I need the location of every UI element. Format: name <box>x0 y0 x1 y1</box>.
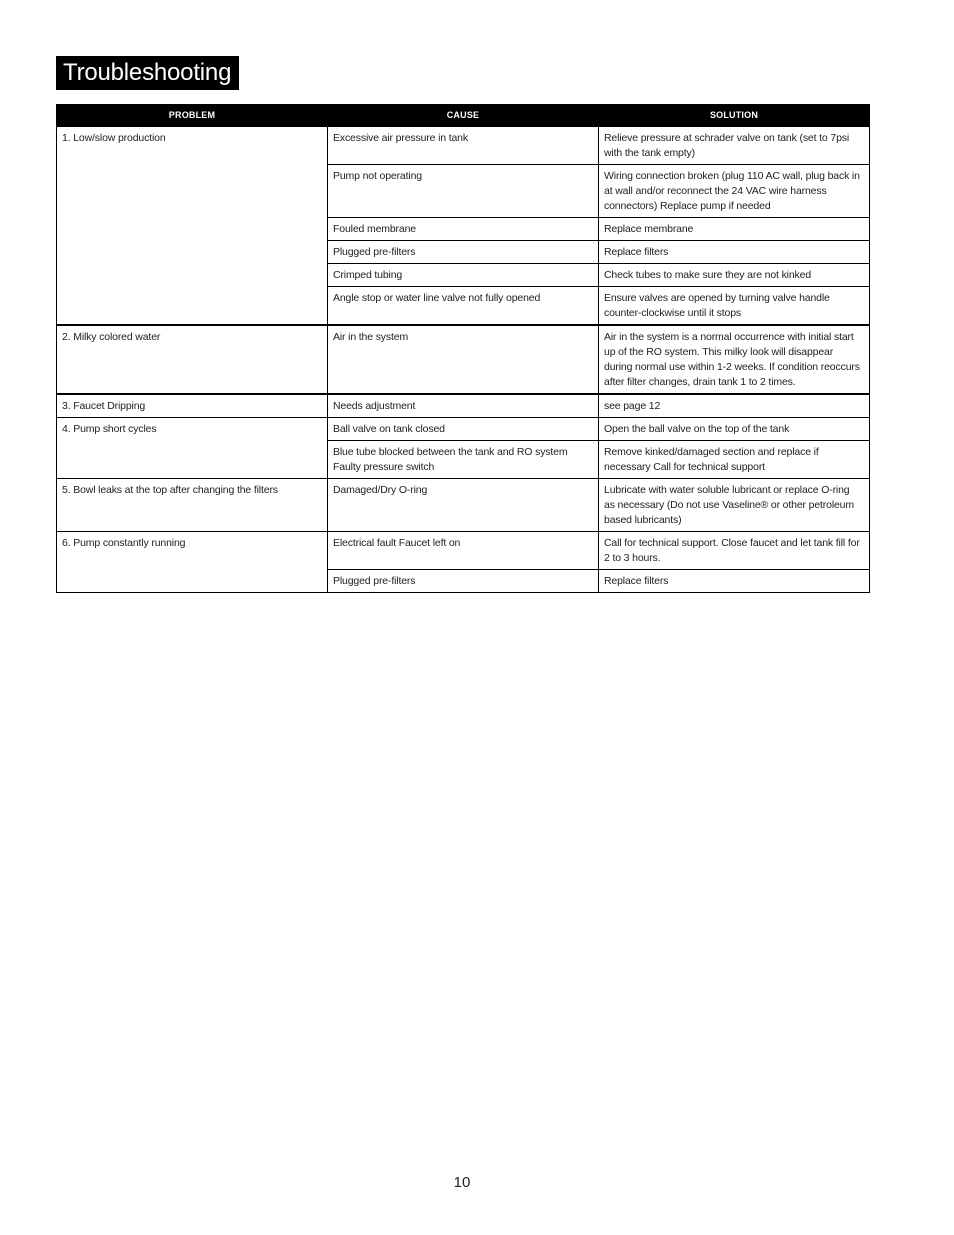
page-number: 10 <box>453 1174 471 1191</box>
table-row <box>57 325 870 394</box>
table-body <box>57 126 870 593</box>
solution-cell: Lubricate with water soluble lubricant or replace O-ring as necessary (Do not use Vaseline® or other petroleum based lubricants) <box>599 479 870 532</box>
problem-cell: 4. Pump short cycles <box>57 418 328 479</box>
table-row <box>57 479 870 532</box>
problem-cell: 5. Bowl leaks at the top after changing the filters <box>57 479 328 532</box>
cause-cell: Electrical fault Faucet left on <box>328 532 599 570</box>
header-row <box>57 105 870 127</box>
solution-cell: Air in the system is a normal occurrence with initial start up of the RO system. This milky look will disappear during normal use within 1-2 weeks. If condition reoccurs after filter changes, drain tank 1 to 2 times. <box>599 325 870 394</box>
cause-cell: Air in the system <box>328 325 599 394</box>
cause-cell: Angle stop or water line valve not fully opened <box>328 287 599 326</box>
table-row <box>57 126 870 165</box>
cause-cell: Needs adjustment <box>328 394 599 418</box>
solution-cell: Relieve pressure at schrader valve on tank (set to 7psi with the tank empty) <box>599 126 870 165</box>
problem-cell: 6. Pump constantly running <box>57 532 328 593</box>
troubleshooting-table <box>56 104 870 593</box>
cause-cell: Damaged/Dry O-ring <box>328 479 599 532</box>
solution-cell: Check tubes to make sure they are not kinked <box>599 264 870 287</box>
solution-cell: Replace membrane <box>599 218 870 241</box>
solution-cell: Replace filters <box>599 570 870 593</box>
cause-cell: Pump not operating <box>328 165 599 218</box>
problem-cell: 1. Low/slow production <box>57 126 328 325</box>
solution-cell: Call for technical support. Close faucet and let tank fill for 2 to 3 hours. <box>599 532 870 570</box>
table-row <box>57 532 870 570</box>
solution-cell: see page 12 <box>599 394 870 418</box>
solution-cell: Replace filters <box>599 241 870 264</box>
cause-cell: Blue tube blocked between the tank and RO system Faulty pressure switch <box>328 441 599 479</box>
cause-cell: Plugged pre-filters <box>328 241 599 264</box>
table-row <box>57 394 870 418</box>
header-problem: PROBLEM <box>57 105 328 127</box>
cause-cell: Fouled membrane <box>328 218 599 241</box>
solution-cell: Open the ball valve on the top of the tank <box>599 418 870 441</box>
cause-cell: Ball valve on tank closed <box>328 418 599 441</box>
solution-cell: Remove kinked/damaged section and replace if necessary Call for technical support <box>599 441 870 479</box>
page-title: Troubleshooting <box>56 56 239 90</box>
solution-cell: Ensure valves are opened by turning valve handle counter-clockwise until it stops <box>599 287 870 326</box>
header-solution: SOLUTION <box>599 105 870 127</box>
cause-cell: Plugged pre-filters <box>328 570 599 593</box>
cause-cell: Crimped tubing <box>328 264 599 287</box>
problem-cell: 3. Faucet Dripping <box>57 394 328 418</box>
problem-cell: 2. Milky colored water <box>57 325 328 394</box>
cause-cell: Excessive air pressure in tank <box>328 126 599 165</box>
header-cause: CAUSE <box>328 105 599 127</box>
table-row <box>57 418 870 441</box>
table-header <box>57 105 870 127</box>
solution-cell: Wiring connection broken (plug 110 AC wall, plug back in at wall and/or reconnect the 24 VAC wire harness connectors) Replace pump if needed <box>599 165 870 218</box>
